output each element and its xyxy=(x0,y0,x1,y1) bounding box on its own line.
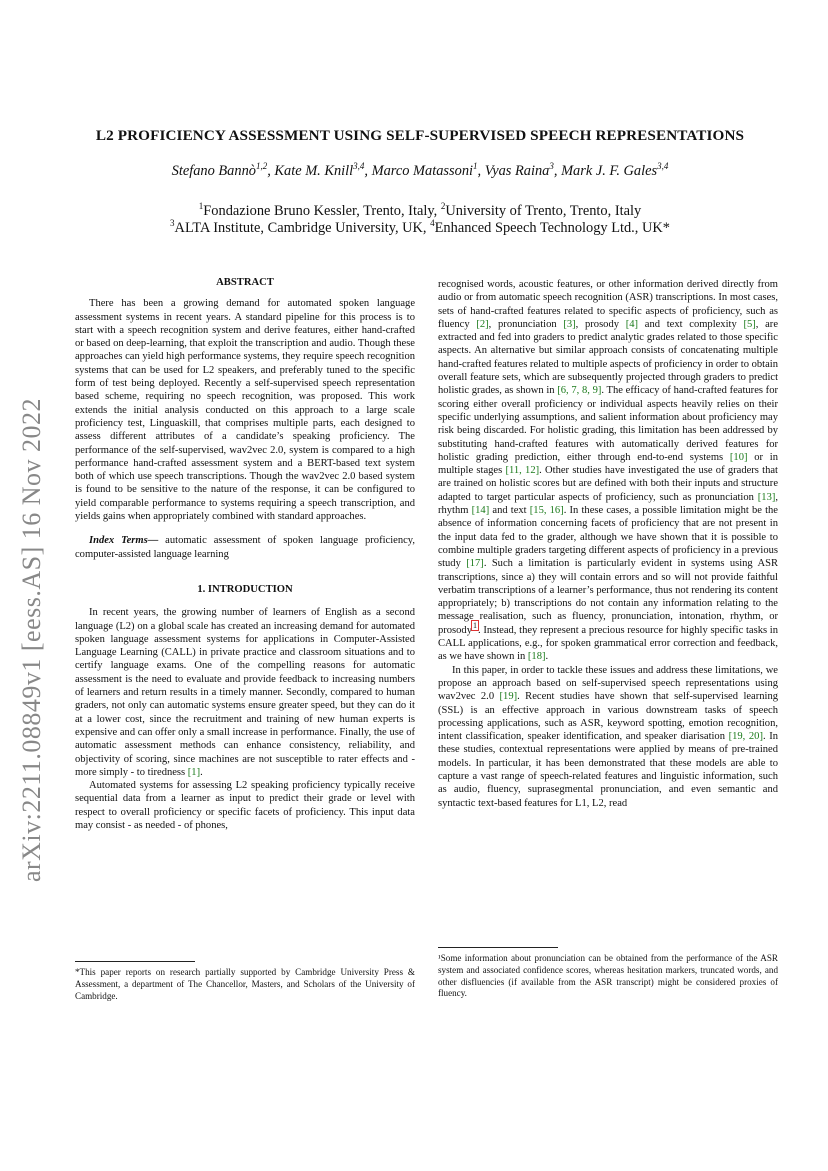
arxiv-id: arXiv:2211.08849v1 [eess.AS] 16 Nov 2022 xyxy=(17,397,47,883)
affiliation-text: Fondazione Bruno Kessler, Trento, Italy, xyxy=(203,203,441,219)
author-name: Kate M. Knill xyxy=(274,163,354,179)
affiliation-text: University of Trento, Trento, Italy xyxy=(445,203,642,219)
author-affiliation-mark: 1,2 xyxy=(255,161,268,172)
paper-title: L2 PROFICIENCY ASSESSMENT USING SELF-SUPERVISED SPEECH REPRESENTATIONS xyxy=(95,127,745,144)
author-affiliation-mark: 3,4 xyxy=(657,161,669,172)
affiliation-text: Enhanced Speech Technology Ltd., UK* xyxy=(434,220,670,236)
affiliations-line-2 xyxy=(60,220,780,237)
right-column xyxy=(438,278,778,810)
footnote-rule-left xyxy=(75,961,195,962)
affiliations-line-1 xyxy=(60,203,780,220)
author-affiliation-mark: 3 xyxy=(549,161,554,172)
citation-link[interactable]: [13] xyxy=(757,491,776,503)
citation-link[interactable]: [14] xyxy=(471,505,490,517)
affiliation-number: 2 xyxy=(440,201,446,212)
affiliation-text: ALTA Institute, Cambridge University, UK, xyxy=(174,220,431,236)
citation-link[interactable]: [2] xyxy=(476,318,489,330)
author-name: Mark J. F. Gales xyxy=(561,163,658,179)
affiliation-number: 1 xyxy=(198,201,204,212)
intro-paragraph-2: Automated systems for assessing L2 speaking proficiency typically receive sequential data from a learner as input to predict their grade or level with respect to overall proficiency or specific facets of proficiency. This input data may consist - as needed - of phones, xyxy=(75,780,415,831)
citation-link[interactable]: [1] xyxy=(187,766,201,778)
citation-link[interactable]: [18] xyxy=(527,651,546,663)
right-paragraph-2: In this paper, in order to tackle these issues and address these limitations, we propose an approach based on self-supervised speech representations using wav2vec 2.0 [19]. Recent studies have shown that self-supervised learning (SSL) is an effective approach in various downstream tasks of speech processing applications, such as ASR, keyword spotting, emotion recognition, intent classification, speaker identification, and speaker diarisation [19, 20]. In these studies, contextual representations were applied by means of pre-trained models. In particular, it has been demonstrated that these models are able to capture a vast range of speech-related features and linguistic information, such as audio, fluency, suprasegmental pronunciation, and even semantic and syntactic text-based features for L1, L2, read xyxy=(438,664,778,809)
footnote-pronunciation: ¹Some information about pronunciation can be obtained from the performance of the ASR system and associated confidence scores, whereas hesitation markers, truncated words, and other disfluencies (if available from the ASR transcript) might be considered proxies of fluency. xyxy=(438,953,778,999)
abstract-heading: ABSTRACT xyxy=(216,277,274,288)
citation-link[interactable]: [5] xyxy=(743,318,756,330)
index-terms-label: Index Terms— xyxy=(89,535,159,547)
citation-link[interactable]: [15, 16] xyxy=(529,505,564,517)
citation-link[interactable]: [6, 7, 8, 9] xyxy=(557,385,602,397)
abstract-text: There has been a growing demand for automated spoken language assessment systems in recent years. A standard pipeline for this process is to start with a speech recognition system and derive features, either hand-crafted or based on deep-learning, that exploit the transcription and audio. Though these approaches can yield high performance systems, they require speech recognition systems that can be used for L2 speakers, and preferably tuned to the specific form of test being deployed. Recently a self-supervised speech representation based scheme, requiring no speech recognition, was proposed. This work extends the initial analysis conducted on this approach to a large scale proficiency test, Linguaskill, that comprises multiple parts, each designed to assess different attributes of a candidate’s speaking proficiency. The performance of the self-supervised, wav2vec 2.0, system is compared to a high performance hand-crafted assessment system and a BERT-based text system both of which use speech transcriptions. Though the wav2vec 2.0 based system is found to be sensitive to the nature of the response, it can be configured to yield comparable performance to systems requiring a speech transcription, and yields gains when appropriately combined with standard approaches. xyxy=(75,298,415,523)
author-name: Vyas Raina xyxy=(484,163,550,179)
author-name: Stefano Bannò xyxy=(171,163,256,179)
citation-link[interactable]: [3] xyxy=(563,318,576,330)
arxiv-sidebar-stamp xyxy=(4,320,60,960)
author-affiliation-mark: 1 xyxy=(473,161,478,172)
index-terms-text: automatic assessment of spoken language proficiency, computer-assisted language learning xyxy=(75,535,415,560)
footnote-funding: *This paper reports on research partially supported by Cambridge University Press & Assessment, a department of The Chancellor, Masters, and Scholars of the University of Cambridge. xyxy=(75,967,415,1001)
citation-link[interactable]: [4] xyxy=(625,318,639,330)
citation-link[interactable]: [19] xyxy=(499,691,518,703)
right-paragraph-1: recognised words, acoustic features, or other information derived directly from audio or from automatic speech recognition (ASR) transcriptions. In most cases, sets of hand-crafted features related to specific aspects of proficiency, such as fluency [2], pronunciation [3], prosody [4] and text complexity [5], are extracted and fed into graders to predict analytic grades related to those specific aspects. An alternative but similar approach consists of concatenating multiple hand-crafted features related to multiple aspects of proficiency in order to obtain overall feature sets, which are subsequently projected through graders to predict holistic grades, as shown in [6, 7, 8, 9]. The efficacy of hand-crafted features for scoring either overall proficiency or individual aspects heavily relies on their specific underlying assumptions, and salient information about proficiency may risk being discarded. For holistic grading, this limitation has been addressed by substituting hand-crafted features with automatically derived features for holistic grading prediction, either through end-to-end systems [10] or in multiple stages [11, 12]. Other studies have investigated the use of graders that are trained on holistic scores but are defined with both their inputs and structure adapted to target particular aspects of proficiency, such as pronunciation [13], rhythm [14] and text [15, 16]. In these cases, a possible limitation might be the absence of information concerning facets of proficiency that are not present in the input data fed to the grader, although we have shown that it is possible to combine multiple graders targeting different aspects of proficiency in a previous study [17]. Such a limitation is particularly evident in systems using ASR transcriptions, since a) they will contain errors and so will not provide faithful verbatim transcriptions of a learner’s performance, thus not rendering its content appropriately; b) transcriptions do not contain any information relating to the message realisation, such as fluency, pronunciation, intonation, rhythm, or prosody$^1$. Instead, they represent a precious resource for highly specific tasks in CALL applications, e.g., for spoken grammatical error correction and feedback, as we have shown in [18]. xyxy=(438,279,779,663)
author-name: Marco Matassoni xyxy=(371,163,474,179)
affiliation-number: 4 xyxy=(430,218,435,229)
footnote-marker[interactable]: 1 xyxy=(472,621,477,631)
citation-link[interactable]: [11, 12] xyxy=(505,465,540,477)
affiliation-number: 3 xyxy=(170,218,175,229)
introduction-heading: 1. INTRODUCTION xyxy=(197,583,293,595)
index-terms xyxy=(75,534,415,561)
citation-link[interactable]: [10] xyxy=(729,451,748,463)
citation-link[interactable]: [17] xyxy=(466,558,484,570)
author-affiliation-mark: 3,4 xyxy=(353,161,365,172)
author-list: Stefano Bannò$^{1,2}$, Kate M. Knill$^{3,4}$, Marco Matassoni$^1$, Vyas Raina$^3$, Mark J. F. Gales$^{3,4}$ xyxy=(171,161,669,179)
citation-link[interactable]: [19, 20] xyxy=(728,731,763,743)
footnote-rule-right xyxy=(438,947,558,948)
left-column xyxy=(75,276,415,832)
intro-paragraph-1: In recent years, the growing number of learners of English as a second language (L2) on a global scale has created an increasing demand for automated spoken language assessment systems for applications in Computer-Assisted Language Learning (CALL) in private practice and classroom situations and to certify language exams. One of the compelling reasons for automatic assessment is the need to evaluate and provide feedback to increasing numbers of learners and return results in a timely manner. Secondly, compared to human graders, not only can automatic systems ensure greater speed, but they can do it at a lower cost, since the recruitment and training of new human experts is expensive and can offer only a small increase in performance. Finally, the use of automatic assessment methods can enhance consistency, reliability, and objectivity of scoring, since machines are not susceptible to rater effects and - more simply - to tiredness [1]. xyxy=(75,607,415,778)
